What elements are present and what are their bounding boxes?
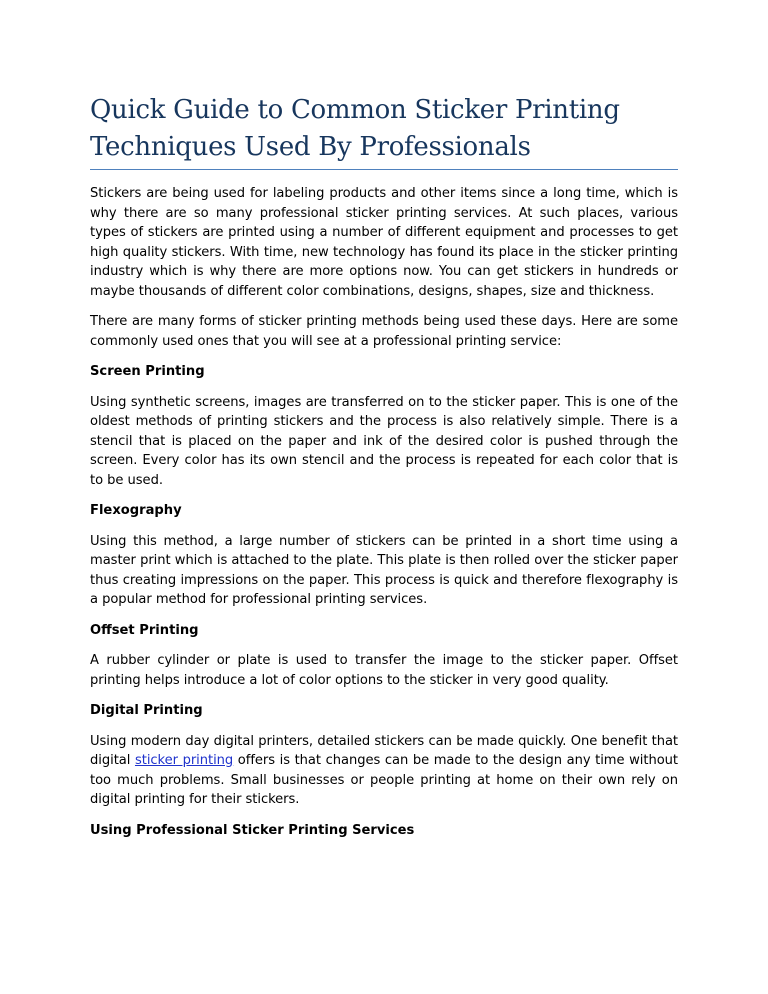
document-title: Quick Guide to Common Sticker Printing Techniques Used By Professionals <box>90 95 620 162</box>
section-heading-professional-services: Using Professional Sticker Printing Services <box>90 822 415 838</box>
title-underline <box>90 169 678 170</box>
section-body-screen-printing: Using synthetic screens, images are transferred on to the sticker paper. This is one of the oldest methods of printing stickers and the process is also relatively simple. There is a stencil that is placed on the paper and ink of the desired color is pushed through the screen. Every color has its own stencil and the process is repeated for each color that is to be used. <box>90 394 678 488</box>
section-body-flexography: Using this method, a large number of stickers can be printed in a short time using a master print which is attached to the plate. This plate is then rolled over the sticker paper thus creating impressions on the paper. This process is quick and therefore flexography is a popular method for professional printing services. <box>90 533 678 607</box>
section-heading-offset-printing: Offset Printing <box>90 622 199 638</box>
sticker-printing-link[interactable]: sticker printing <box>134 753 234 768</box>
intro-paragraph-2: There are many forms of sticker printing methods being used these days. Here are some commonly used ones that you will see at a professional printing service: <box>90 314 678 349</box>
section-heading-digital-printing: Digital Printing <box>90 703 203 718</box>
document-content <box>90 92 678 851</box>
intro-paragraph: Stickers are being used for labeling products and other items since a long time, which is why there are so many professional sticker printing services. At such places, various types of stickers are printed using a number of different equipment and processes to get high quality stickers. With time, new technology has found its place in the sticker printing industry which is why there are more options now. You can get stickers in hundreds or maybe thousands of different color combinations, designs, shapes, size and thickness. <box>90 186 678 299</box>
section-heading-flexography: Flexography <box>90 503 182 518</box>
section-body-offset-printing: A rubber cylinder or plate is used to transfer the image to the sticker paper. Offset printing helps introduce a lot of color options to the sticker in very good quality. <box>90 653 678 688</box>
section-heading-screen-printing: Screen Printing <box>90 364 205 379</box>
section-body-digital-printing <box>90 732 678 810</box>
digital-body-text-2: offers is that changes can be made to the design any time without too much problems. Small businesses or people printing at home on their own rely on digital printing for their stickers. <box>90 753 679 807</box>
digital-body-text-1: Using modern day digital printers, detailed stickers can be made quickly. One benefit that digital <box>90 733 678 768</box>
